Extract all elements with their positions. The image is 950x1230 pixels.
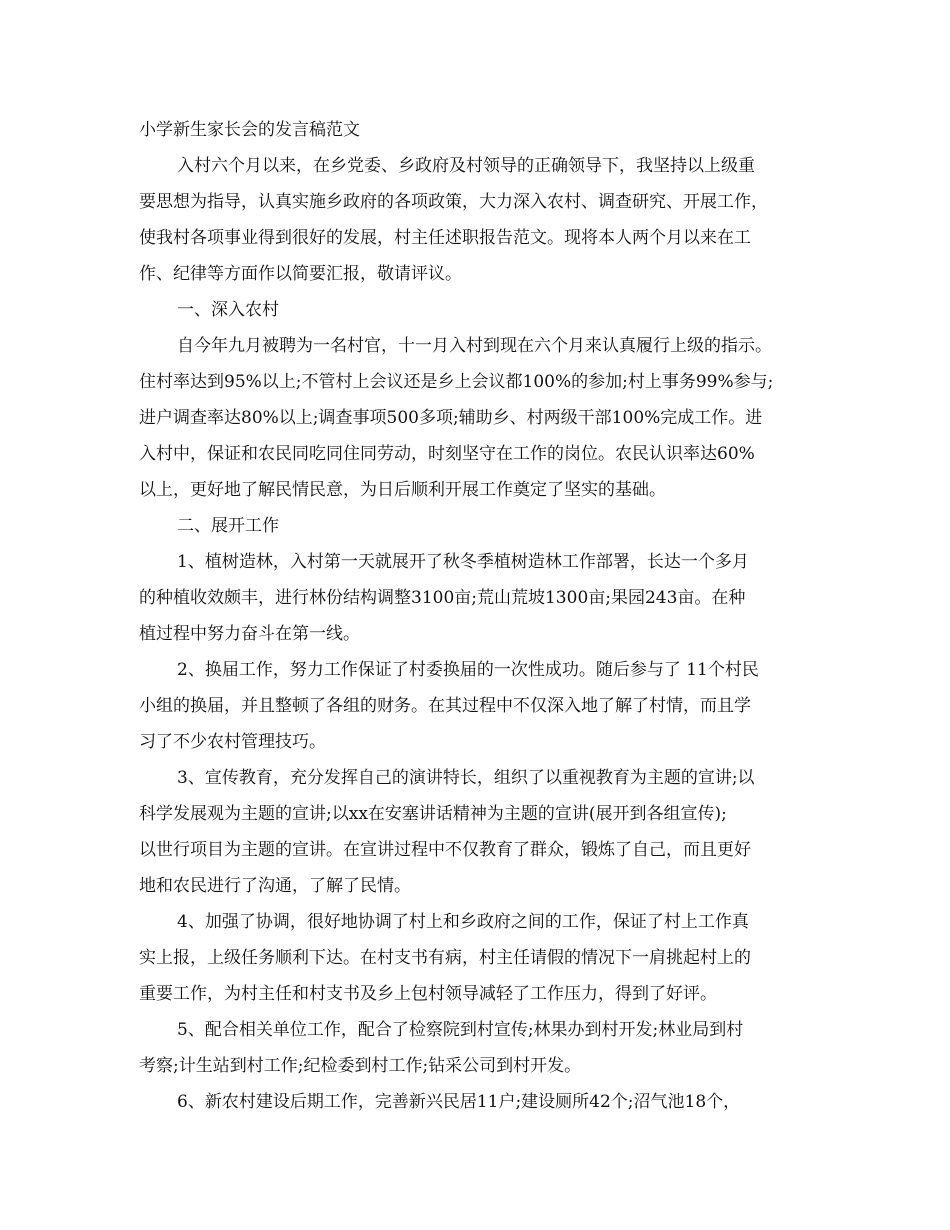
paragraph-line: 使我村各项事业得到很好的发展，村主任述职报告范文。现将本人两个月以来在工 [139,228,751,248]
paragraph-line: 进户调查率达80%以上;调查事项500多项;辅助乡、村两级干部100%完成工作。进 [139,408,763,428]
paragraph-line: 以上，更好地了解民情民意，为日后顺利开展工作奠定了坚实的基础。 [139,480,666,500]
paragraph-line: 作、纪律等方面作以简要汇报，敬请评议。 [139,264,462,284]
paragraph-line: 科学发展观为主题的宣讲;以xx在安塞讲话精神为主题的宣讲(展开到各组宣传); [139,804,727,824]
paragraph-line: 植过程中努力奋斗在第一线。 [139,624,360,644]
document-title: 小学新生家长会的发言稿范文 [139,120,360,140]
paragraph-line: 2、换届工作，努力工作保证了村委换届的一次性成功。随后参与了 11个村民 [177,660,759,680]
paragraph-line: 3、宣传教育，充分发挥自己的演讲特长，组织了以重视教育为主题的宣讲;以 [177,768,755,788]
paragraph-line: 考察;计生站到村工作;纪检委到村工作;钻采公司到村开发。 [139,1056,582,1076]
paragraph-line: 自今年九月被聘为一名村官，十一月入村到现在六个月来认真履行上级的指示。 [177,336,772,356]
paragraph-line: 实上报，上级任务顺利下达。在村支书有病，村主任请假的情况下一肩挑起村上的 [139,948,751,968]
paragraph-line: 入村中，保证和农民同吃同住同劳动，时刻坚守在工作的岗位。农民认识率达60% [139,444,755,464]
paragraph-line: 地和农民进行了沟通，了解了民情。 [139,876,411,896]
paragraph-line: 住村率达到95%以上;不管村上会议还是乡上会议都100%的参加;村上事务99%参与; [139,372,774,392]
paragraph-line: 的种植收效颇丰，进行林份结构调整3100亩;荒山荒坡1300亩;果园243亩。在种 [139,588,746,608]
paragraph-line: 4、加强了协调，很好地协调了村上和乡政府之间的工作，保证了村上工作真 [177,912,749,932]
section-heading: 一、深入农村 [177,300,279,320]
paragraph-line: 要思想为指导，认真实施乡政府的各项政策，大力深入农村、调查研究、开展工作， [139,192,768,212]
paragraph-line: 5、配合相关单位工作，配合了检察院到村宣传;林果办到村开发;林业局到村 [177,1020,744,1040]
paragraph-line: 习了不少农村管理技巧。 [139,732,326,752]
section-heading: 二、展开工作 [177,516,279,536]
paragraph-line: 小组的换届，并且整顿了各组的财务。在其过程中不仅深入地了解了村情，而且学 [139,696,751,716]
paragraph-line: 6、新农村建设后期工作，完善新兴民居11户;建设厕所42个;沼气池18个， [177,1092,741,1112]
paragraph-line: 以世行项目为主题的宣讲。在宣讲过程中不仅教育了群众，锻炼了自己，而且更好 [139,840,751,860]
paragraph-line: 重要工作，为村主任和村支书及乡上包村领导减轻了工作压力，得到了好评。 [139,984,717,1004]
paragraph-line: 1、植树造林，入村第一天就展开了秋冬季植树造林工作部署，长达一个多月 [177,552,749,572]
paragraph-line: 入村六个月以来，在乡党委、乡政府及村领导的正确领导下，我坚持以上级重 [177,156,755,176]
